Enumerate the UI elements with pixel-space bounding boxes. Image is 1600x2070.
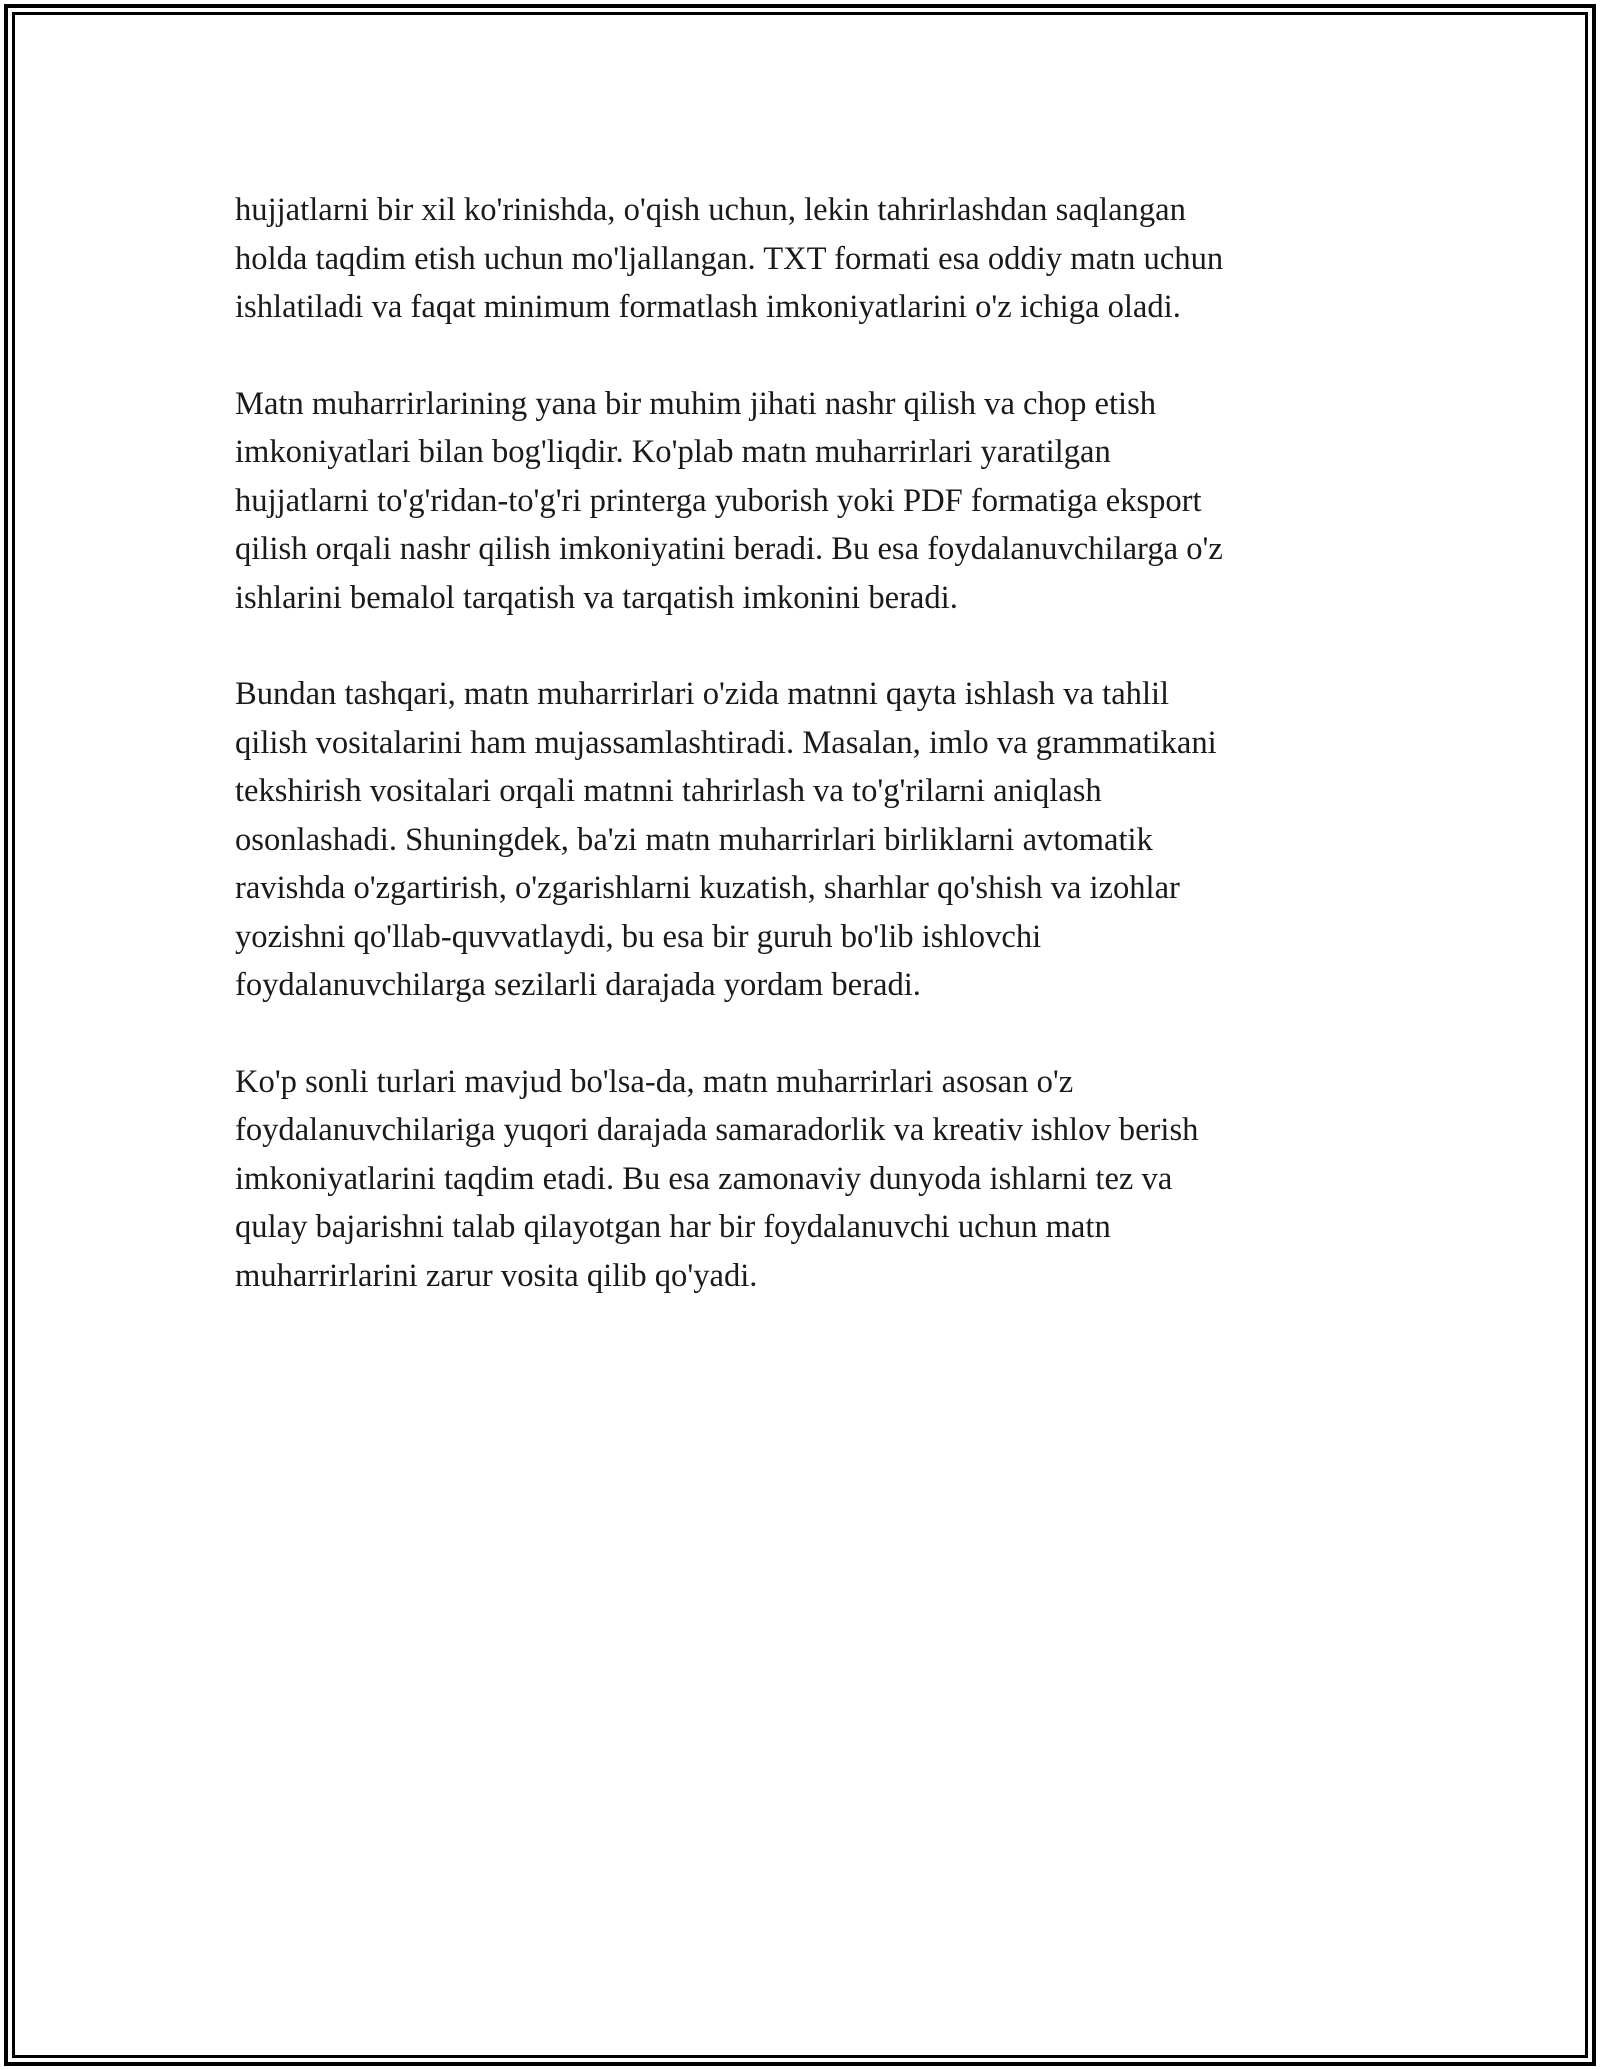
- text-line: yozishni qo'llab-quvvatlaydi, bu esa bir guruh bo'lib ishlovchi: [235, 918, 1042, 955]
- paragraph-3: [235, 670, 1375, 1010]
- text-line: foydalanuvchilarga sezilarli darajada yordam beradi.: [235, 967, 921, 1003]
- text-line: imkoniyatlarini taqdim etadi. Bu esa zamonaviy dunyoda ishlarni tez va: [235, 1160, 1173, 1197]
- text-line: imkoniyatlari bilan bog'liqdir. Ko'plab matn muharrirlari yaratilgan: [235, 434, 1111, 470]
- text-line: Matn muharrirlarining yana bir muhim jihati nashr qilish va chop etish: [235, 385, 1157, 422]
- text-line: ravishda o'zgartirish, o'zgarishlarni kuzatish, sharhlar qo'shish va izohlar: [235, 870, 1180, 906]
- text-line: qilish orqali nashr qilish imkoniyatini beradi. Bu esa foydalanuvchilarga o'z: [235, 531, 1223, 567]
- paragraph-2: [235, 380, 1375, 623]
- text-line: hujjatlarni to'g'ridan-to'g'ri printerga yuborish yoki PDF formatiga eksport: [235, 482, 1202, 519]
- text-line: osonlashadi. Shuningdek, ba'zi matn muharrirlari birliklarni avtomatik: [235, 821, 1153, 858]
- text-line: hujjatlarni bir xil ko'rinishda, o'qish uchun, lekin tahrirlashdan saqlangan: [235, 192, 1186, 228]
- text-line: qulay bajarishni talab qilayotgan har bir foydalanuvchi uchun matn: [235, 1209, 1111, 1245]
- text-line: ishlarini bemalol tarqatish va tarqatish imkonini beradi.: [235, 579, 958, 616]
- paragraph-1: [235, 186, 1375, 332]
- text-line: Bundan tashqari, matn muharrirlari o'zida matnni qayta ishlash va tahlil: [235, 676, 1170, 712]
- document-body: [235, 186, 1375, 1348]
- text-line: ishlatiladi va faqat minimum formatlash imkoniyatlarini o'z ichiga oladi.: [235, 289, 1181, 325]
- text-line: tekshirish vositalari orqali matnni tahrirlash va to'g'rilarni aniqlash: [235, 773, 1102, 809]
- text-line: foydalanuvchilariga yuqori darajada samaradorlik va kreativ ishlov berish: [235, 1112, 1199, 1148]
- text-line: muharrirlarini zarur vosita qilib qo'yadi.: [235, 1257, 758, 1294]
- text-line: holda taqdim etish uchun mo'ljallangan. TXT formati esa oddiy matn uchun: [235, 240, 1224, 277]
- paragraph-4: [235, 1058, 1375, 1301]
- text-line: Ko'p sonli turlari mavjud bo'lsa-da, matn muharrirlari asosan o'z: [235, 1063, 1074, 1100]
- text-line: qilish vositalarini ham mujassamlashtiradi. Masalan, imlo va grammatikani: [235, 724, 1217, 761]
